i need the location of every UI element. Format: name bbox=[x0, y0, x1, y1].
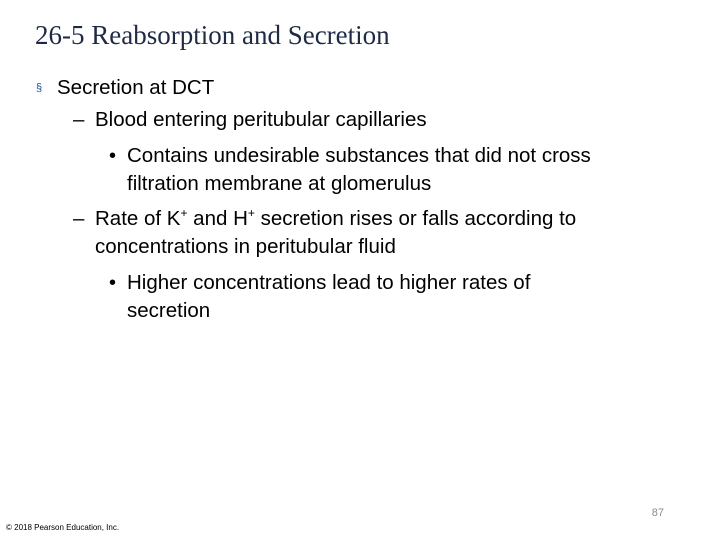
sub-bullet-higher-line2: secretion bbox=[127, 299, 211, 322]
superscript-plus: + bbox=[247, 206, 255, 220]
rate-text-rest: secretion rises or falls according to bbox=[254, 207, 577, 230]
rate-text-h: and H bbox=[187, 207, 248, 230]
superscript-plus: + bbox=[180, 206, 188, 220]
rate-text-k: Rate of K bbox=[95, 207, 181, 230]
sub-bullet-higher-line1: Higher concentrations lead to higher rates of bbox=[127, 271, 531, 294]
dot-bullet-icon: • bbox=[109, 272, 117, 294]
copyright-footer: © 2018 Pearson Education, Inc. bbox=[6, 523, 120, 532]
sub-bullet-contains-line1: Contains undesirable substances that did not cross bbox=[127, 144, 591, 167]
sub-bullet-contains-line2: filtration membrane at glomerulus bbox=[127, 172, 432, 195]
dot-bullet-icon: • bbox=[109, 145, 117, 167]
section-bullet-icon: § bbox=[36, 82, 43, 94]
dash-bullet-icon: – bbox=[73, 108, 85, 131]
bullet-blood-entering: Blood entering peritubular capillaries bbox=[95, 108, 427, 131]
slide-title: 26-5 Reabsorption and Secretion bbox=[35, 20, 390, 50]
bullet-secretion-at-dct: Secretion at DCT bbox=[57, 76, 215, 99]
page-number: 87 bbox=[651, 507, 664, 519]
bullet-rate-of-secretion-line2: concentrations in peritubular fluid bbox=[95, 235, 396, 258]
dash-bullet-icon: – bbox=[73, 207, 85, 230]
